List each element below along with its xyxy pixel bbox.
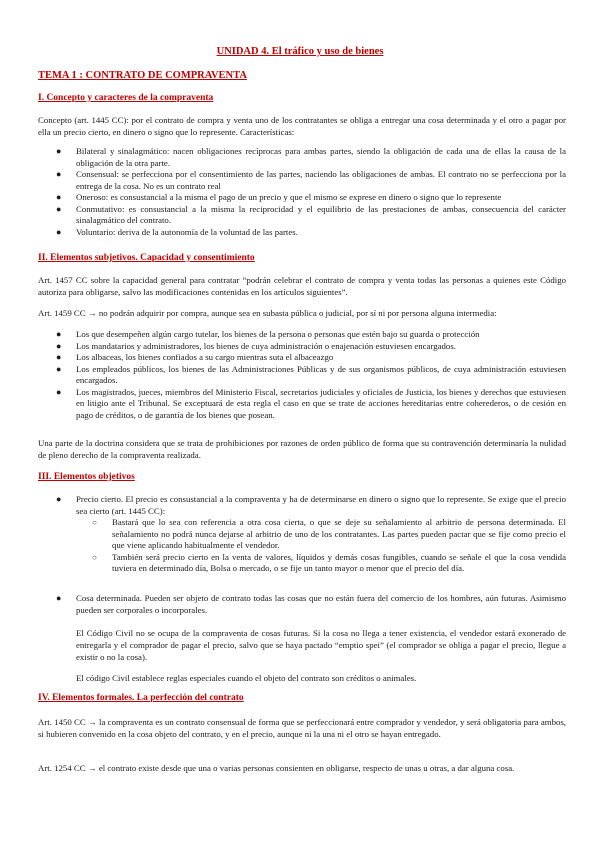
section-4-p1: Art. 1450 CC → la compraventa es un contrato consensual de forma que se perfeccionará entre comprador y vendedor, y será obligatoria para ambos, si hubieren convenido en la cosa objeto del contrato, y en el precio, aunque ni la una ni el otro se hayan entregado. [38,717,566,739]
section-3-heading: III. Elementos objetivos [38,472,135,482]
section-1-list [38,146,566,238]
list-item: ● Los que desempeñen algún cargo tutelar, los bienes de la persona o personas que estén bajo su guarda o protección [56,329,480,339]
sub-list-item: ○ También será precio cierto en la venta de valores, líquidos y demás cosas fungibles, cuando se señale el que la cosa vendida tuviera en determinado día, Bolsa o mercado, o se fije un tanto mayor o menor que el precio del día. [92,551,566,573]
sub-list-item: ○ Bastará que lo sea con referencia a otra cosa cierta, o que se deje su señalamiento al arbitrio de persona determinada. El señalamiento no podrá nunca dejarse al arbitrio de uno de los contratantes. Las partes pueden pactar que se fije como precio el que viene aplicando habitualmente el vendedor. [92,517,566,550]
section-2-heading: II. Elementos subjetivos. Capacidad y consentimiento [38,253,255,263]
bullet-icon: ● [56,352,62,362]
circle-bullet-icon: ○ [92,552,97,562]
bullet-icon: ● [56,386,62,397]
bullet-icon: ● [56,593,62,603]
section-3-sublist [76,517,566,575]
list-item: ● Cosa determinada. Pueden ser objeto de contrato todas las cosas que no están fuera del comercio de los hombres, aún futuras. Asimismo pueden ser corporales o incorporales. [56,593,566,615]
section-2-p2: Art. 1459 CC → no podrán adquirir por compra, aunque sea en subasta pública o judicial, por sí ni por persona alguna intermedia: [38,308,497,318]
bullet-icon: ● [56,192,62,202]
bullet-icon: ● [56,340,62,351]
section-2-list [38,329,566,421]
section-4-heading: IV. Elementos formales. La perfección del contrato [38,693,244,703]
bullet-icon: ● [56,203,62,214]
section-2-p3: Una parte de la doctrina considera que se trata de prohibiciones por razones de orden público de forma que su contravención determinaría la nulidad de pleno derecho de la compraventa realizada. [38,438,566,460]
topic-title: TEMA 1 : CONTRATO DE COMPRAVENTA [38,70,247,81]
section-1-intro: Concepto (art. 1445 CC): por el contrato de compra y venta uno de los contratantes se obliga a entregar una cosa determinada y el otro a pagar por ella un precio cierto, en dinero o signo que lo represente. Características: [38,115,566,137]
bullet-icon: ● [56,363,62,374]
list-item: ● Consensual: se perfecciona por el consentimiento de las partes, naciendo las obligaciones de ambas. El contrato no se perfecciona por la entrega de la cosa. No es un contrato real [56,169,566,191]
section-3-list-2 [38,593,566,616]
list-item: ● Oneroso: es consustancial a la misma el pago de un precio y que el mismo se exprese en dinero o signo que lo represente [56,192,502,202]
list-item: ● Los mandatarios y administradores, los bienes de cuya administración o enajenación estuviesen encargados. [56,340,456,351]
section-1-heading: I. Concepto y caracteres de la compraventa [38,93,214,103]
circle-bullet-icon: ○ [92,518,97,527]
section-3-list [38,494,566,575]
unit-title: UNIDAD 4. El tráfico y uso de bienes [216,46,384,57]
bullet-icon: ● [56,494,62,504]
list-item: ● Conmutativo: es consustancial a la misma la reciprocidad y el equilibrio de las prestaciones de ambas, consecuencia del carácter sinalagmático del contrato. [56,203,566,225]
bullet-icon: ● [56,169,62,179]
list-item: ● Los empleados públicos, los bienes de las Administraciones Públicas y de sus organismos públicos, de cuya administración estuviesen encargados. [56,363,566,385]
section-3-special-paragraph: El código Civil establece reglas especiales cuando el objeto del contrato son créditos o animales. [76,673,417,683]
bullet-icon: ● [56,226,62,237]
section-3-future-paragraph: El Código Civil no se ocupa de la compraventa de cosas futuras. Si la cosa no llega a tener existencia, el vendedor estará exonerado de entregarla y el comprador de pagar el precio, salvo que se haya pactado “emptio spei” (el comprador se obliga a pagar el precio, llegue a existir o no la cosa). [76,628,566,662]
list-item: ● Precio cierto. El precio es consustancial a la compraventa y ha de determinarse en dinero o signo que lo represente. Se exige que el precio sea cierto (art. 1445 CC): ○ Bastará que lo sea con referencia a otra cosa cierta, o que se deje su señalamiento al arbitrio de persona determinada. El señalamiento no podrá nunca dejarse al arbitrio de uno de los contratantes. Las partes pueden pactar que se fije como precio el que viene aplicando habitualmente el vendedor. ○ También será precio cierto en la venta de valores, líquidos y demás cosas fungibles, cuando se señale el que la cosa vendida tuviera en determinado día, Bolsa o mercado, o se fije un tanto mayor o menor que el precio del día. [56,494,566,573]
bullet-icon: ● [56,146,62,156]
list-item: ● Bilateral y sinalagmático: nacen obligaciones recíprocas para ambas partes, siendo la obligación de cada una de ellas la causa de la obligación de la otra parte. [56,146,566,168]
section-2-p1: Art. 1457 CC sobre la capacidad general para contratar “podrán celebrar el contrato de compra y venta todas las personas a quienes este Código autoriza para obligarse, salvo las modificaciones contenidas en los artículos siguientes”. [38,275,566,297]
list-item: ● Los magistrados, jueces, miembros del Ministerio Fiscal, secretarios judiciales y oficiales de Justicia, los bienes y derechos que estuviesen en litigio ante el Tribunal. Se exceptuará de esta regla el caso en que se trate de acciones hereditarias entre coherederos, o de cesión en pago de créditos, o de garantía de los bienes que posean. [56,386,566,420]
list-item: ● Voluntario: deriva de la autonomía de la voluntad de las partes. [56,226,298,237]
list-item: ● Los albaceas, los bienes confiados a su cargo mientras suta el albaceazgo [56,352,334,362]
section-4-p2: Art. 1254 CC → el contrato existe desde que una o varias personas consienten en obligarse, respecto de unas u otras, a dar alguna cosa. [38,763,515,773]
bullet-icon: ● [56,329,62,339]
